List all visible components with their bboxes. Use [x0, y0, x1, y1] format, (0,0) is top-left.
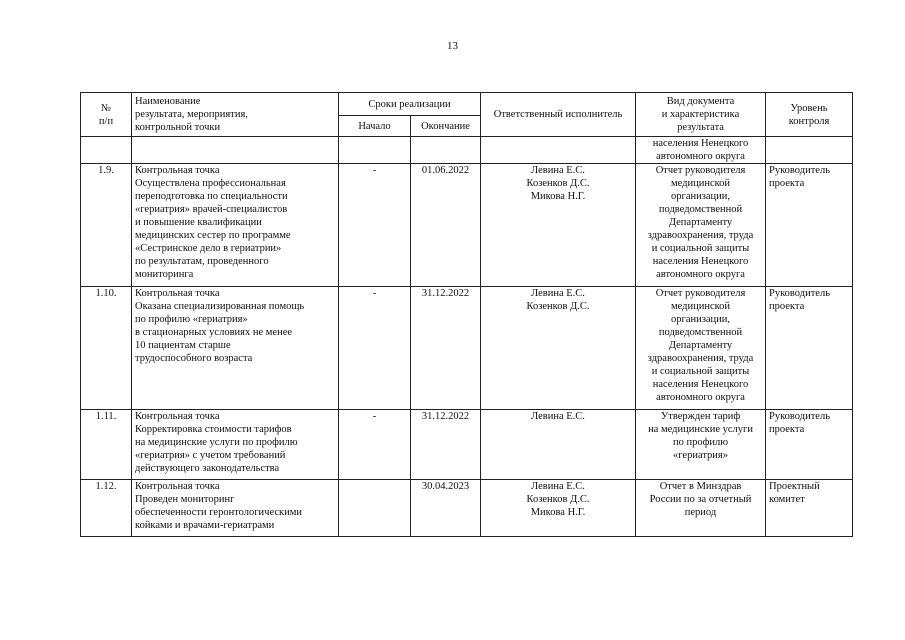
header-end: Окончание — [411, 116, 481, 137]
row-end: 31.12.2022 — [411, 287, 481, 410]
header-row-1 — [81, 93, 853, 116]
row-end: 30.04.2023 — [411, 480, 481, 537]
row-end: 01.06.2022 — [411, 164, 481, 287]
row-number: 1.11. — [81, 410, 132, 480]
row-document: Утвержден тариф на медицинские услуги по профилю «гериатрия» — [636, 410, 766, 480]
row-name: Контрольная точка Корректировка стоимости тарифов на медицинские услуги по профилю «гериатрия» с учетом требований действующего законодательства — [132, 410, 339, 480]
page-number: 13 — [447, 40, 458, 52]
row-start: - — [339, 287, 411, 410]
continuation-doc-cell: населения Ненецкого автономного округа — [636, 137, 766, 164]
row-control-level: Проектный комитет — [766, 480, 853, 537]
row-name: Контрольная точка Осуществлена профессиональная переподготовка по специальности «гериатрия» врачей-специалистов и повышение квалификации медицинских сестер по программе «Сестринское дело в гериатрии» по результатам, проведенного мониторинга — [132, 164, 339, 287]
table-row — [81, 410, 853, 480]
row-document: Отчет руководителя медицинской организации, подведомственной Департаменту здравоохранения, труда и социальной защиты населения Ненецкого автономного округа — [636, 287, 766, 410]
row-start: - — [339, 410, 411, 480]
row-start: - — [339, 164, 411, 287]
row-responsible: Левина Е.С. Козенков Д.С. Микова Н.Г. — [481, 480, 636, 537]
row-name: Контрольная точка Оказана специализированная помощь по профилю «гериатрия» в стационарных условиях не менее 10 пациентам старше трудоспособного возраста — [132, 287, 339, 410]
header-level: Уровень контроля — [766, 93, 853, 137]
continuation-row — [81, 137, 853, 164]
row-end: 31.12.2022 — [411, 410, 481, 480]
row-start — [339, 480, 411, 537]
row-document: Отчет в Минздрав России по за отчетный период — [636, 480, 766, 537]
header-responsible: Ответственный исполнитель — [481, 93, 636, 137]
table-row — [81, 164, 853, 287]
header-num: № п/п — [81, 93, 132, 137]
row-responsible: Левина Е.С. Козенков Д.С. Микова Н.Г. — [481, 164, 636, 287]
header-start: Начало — [339, 116, 411, 137]
header-doc: Вид документа и характеристика результата — [636, 93, 766, 137]
row-name: Контрольная точка Проведен мониторинг обеспеченности геронтологическими койками и врачами-гериатрами — [132, 480, 339, 537]
row-document: Отчет руководителя медицинской организации, подведомственной Департаменту здравоохранения, труда и социальной защиты населения Ненецкого автономного округа — [636, 164, 766, 287]
row-control-level: Руководитель проекта — [766, 287, 853, 410]
table-row — [81, 287, 853, 410]
row-number: 1.12. — [81, 480, 132, 537]
implementation-plan-table — [80, 92, 853, 537]
header-terms: Сроки реализации — [339, 93, 481, 116]
row-number: 1.9. — [81, 164, 132, 287]
table-row — [81, 480, 853, 537]
header-name: Наименование результата, мероприятия, контрольной точки — [132, 93, 339, 137]
row-control-level: Руководитель проекта — [766, 410, 853, 480]
row-responsible: Левина Е.С. Козенков Д.С. — [481, 287, 636, 410]
row-control-level: Руководитель проекта — [766, 164, 853, 287]
row-number: 1.10. — [81, 287, 132, 410]
row-responsible: Левина Е.С. — [481, 410, 636, 480]
